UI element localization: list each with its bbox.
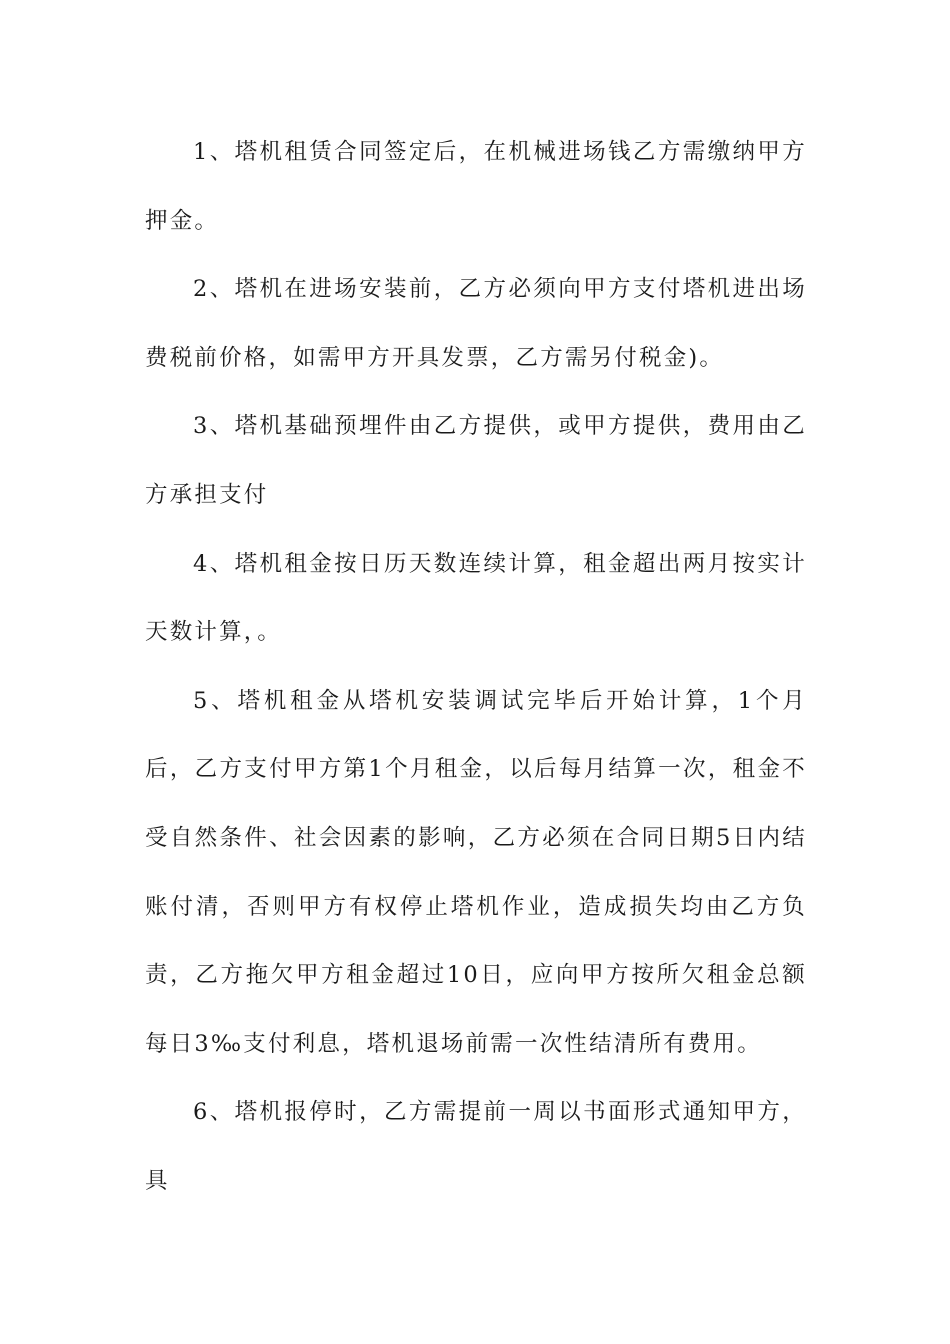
clause-1-paragraph: 1、塔机租赁合同签定后，在机械进场钱乙方需缴纳甲方押金。 xyxy=(145,139,807,234)
clause-2-paragraph: 2、塔机在进场安装前，乙方必须向甲方支付塔机进出场费税前价格，如需甲方开具发票，乙方需另付税金)。 xyxy=(145,276,807,371)
clause-6-paragraph: 6、塔机报停时，乙方需提前一周以书面形式通知甲方，具 xyxy=(145,1099,807,1194)
document-body xyxy=(145,118,807,1216)
clause-4-paragraph: 4、塔机租金按日历天数连续计算，租金超出两月按实计天数计算，。 xyxy=(145,550,807,646)
clause-3-paragraph: 3、塔机基础预埋件由乙方提供，或甲方提供，费用由乙方承担支付 xyxy=(145,413,807,508)
clause-5-paragraph: 5、塔机租金从塔机安装调试完毕后开始计算，1个月后，乙方支付甲方第1个月租金，以后每月结算一次，租金不受自然条件、社会因素的影响，乙方必须在合同日期5日内结账付清，否则甲方有权停止塔机作业，造成损失均由乙方负责，乙方拖欠甲方租金超过10日，应向甲方按所欠租金总额每日3‰支付利息，塔机退场前需一次性结清所有费用。 xyxy=(145,687,807,1057)
